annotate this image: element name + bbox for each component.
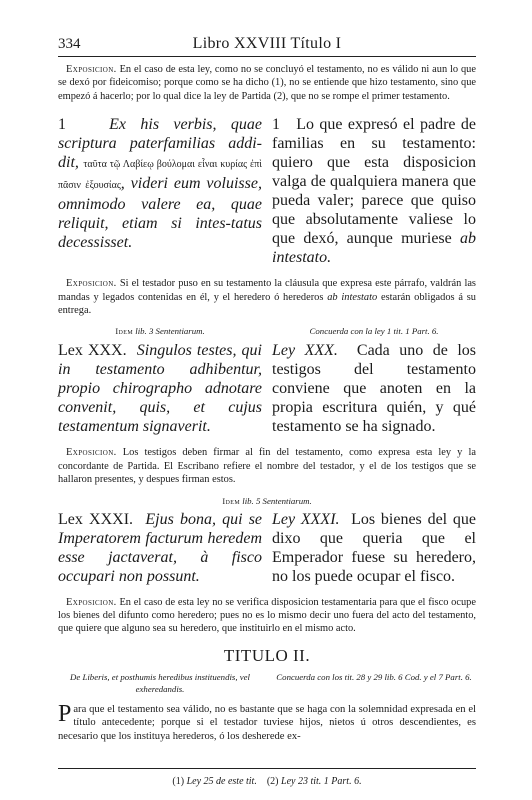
lex-heading: Lex XXX.	[58, 342, 127, 360]
exposicion-label: Exposicion.	[66, 447, 117, 459]
titulo-subheading-left: De Liberis, et posthumis heredibus instituendis, vel exheredandis.	[70, 671, 250, 694]
lex-30-sources	[58, 325, 476, 338]
source-label: Idem	[222, 496, 241, 506]
exposicion-text: Si el testador puso en su testamento la cláusula que expresa este párrafo, valdrán las mandas y legados contenidas en él, y el heredero ó herederos	[58, 278, 476, 303]
latin-number: 1	[58, 116, 66, 134]
exposicion-text-end: estarán obligados á su entrega.	[58, 291, 476, 317]
ley-text: Cada uno de los testigos del testamento conviene que anoten en la propia escritura quién, y qué testamento se ha signado.	[272, 342, 477, 436]
lex-31-source	[58, 496, 476, 506]
spanish-number: 1	[272, 116, 280, 134]
exposicion-label: Exposicion.	[66, 596, 117, 608]
source-right: Concuerda con la ley 1 tit. 1 Part. 6.	[309, 326, 439, 337]
footnote-2-number: (2)	[266, 776, 279, 787]
exposicion-italic: ab intestato	[327, 291, 378, 303]
footnote-2-text: Ley 23 tit. 1 Part. 6.	[281, 776, 362, 787]
ley-heading: Ley XXX.	[272, 342, 338, 360]
ley-heading: Ley XXXI.	[272, 510, 340, 528]
exposicion-paragraph-3	[58, 446, 476, 486]
source-text: lib. 5 Sententiarum.	[242, 495, 312, 506]
exposicion-text: En el caso de esta ley no se verifica disposicion testamentaria para que el fisco ocupe los bienes del difunto como heredero; pues no es lo mismo decir uno fuera del acto del testamento, que quiere que alguno sea su heredero, que instituirlo en el mismo acto.	[58, 596, 476, 635]
source-label: Idem	[115, 327, 134, 337]
footnote-1-text: Ley 25 de este tit.	[186, 776, 257, 787]
drop-cap: P	[58, 700, 72, 727]
spanish-italic: ab intestato.	[272, 230, 476, 267]
lex-31-columns	[58, 510, 476, 586]
lex-30-columns	[58, 341, 476, 436]
latin-column	[58, 115, 262, 267]
greek-phrase: ταῦτα τῷ Λαβίεῳ βούλομαι εἶναι κυρίας ἐπὶ πᾶσιν ἐξουσίας	[58, 159, 262, 192]
exposicion-label: Exposicion.	[66, 278, 117, 290]
lex-31-spanish	[272, 510, 476, 586]
spanish-column	[272, 115, 476, 267]
page-number: 334	[58, 36, 81, 52]
footnotes	[58, 768, 476, 787]
page	[58, 34, 476, 744]
latin-text-a: Ex his verbis, quae scriptura paterfamilias addi-dit,	[58, 116, 262, 172]
titulo-heading: TITULO II.	[223, 645, 311, 665]
lex-heading: Lex XXXI.	[58, 510, 134, 528]
titulo-body	[58, 700, 476, 744]
latin-text-b: , videri eum voluisse, omnimodo valere ea, quae reliquit, etiam si intes-tatus decessisset.	[58, 175, 262, 252]
running-title: Libro XXVIII Título I	[192, 35, 342, 52]
titulo-subheadings	[58, 671, 476, 695]
exposicion-text: En el caso de esta ley, como no se concluyó el testamento, no es válido ni aun lo que se dexó por fideicomiso; porque como se ha dicho (1), no se entiende que hizo testamento, sino que empezó á hacerlo; por lo qual dice la ley de Partida (2), que no se rompe el primer testamento.	[58, 64, 476, 102]
running-header	[58, 34, 476, 57]
footnote-1-number: (1)	[172, 776, 185, 787]
lex-30-latin	[58, 341, 262, 436]
ley-text: Los bienes del que dixo que queria que el Emperador fuese su heredero, no los puede ocupar el fisco.	[272, 510, 477, 585]
exposicion-paragraph-2	[58, 277, 476, 317]
section-1-columns	[58, 115, 476, 267]
source-text: lib. 3 Sententiarum.	[135, 326, 205, 337]
lex-text: Singulos testes, qui in testamento adhibentur, propio chirographo adnotare convenit, quis, et cujus testamentum signaverit.	[58, 342, 262, 436]
titulo-body-text: ara que el testamento sea válido, no es bastante que se haga con la solemnidad expresada en el título antecedente; porque si el testador tuviese hijos, nietos ú otros descendientes, es necesario que los instituya herederos, ó los desherede ex-	[58, 703, 476, 743]
lex-30-spanish	[272, 341, 476, 436]
exposicion-text: Los testigos deben firmar al fin del testamento, como expresa esta ley y la concordante de Partida. El Escribano refiere el nombre del testador, y el de los testigos que se hallaron presentes, y despues firman estos.	[58, 447, 476, 486]
lex-31-latin	[58, 510, 262, 586]
exposicion-paragraph-1	[58, 63, 476, 103]
lex-text: Ejus bona, qui se Imperatorem facturum heredem esse jactaverat, à fisco occupari non possunt.	[58, 510, 263, 585]
exposicion-label: Exposicion.	[66, 64, 117, 75]
source-left	[58, 325, 262, 338]
spanish-text: Lo que expresó el padre de familias en su testamento: quiero que esta disposicion valga de qualquiera manera que pueda valer; parece que quiso que absolutamente valiese lo que dexó, aunque muriese	[272, 116, 477, 248]
titulo-subheading-right: Concuerda con los tit. 28 y 29 lib. 6 Cod. y el 7 Part. 6.	[276, 671, 472, 682]
exposicion-paragraph-4	[58, 596, 476, 636]
